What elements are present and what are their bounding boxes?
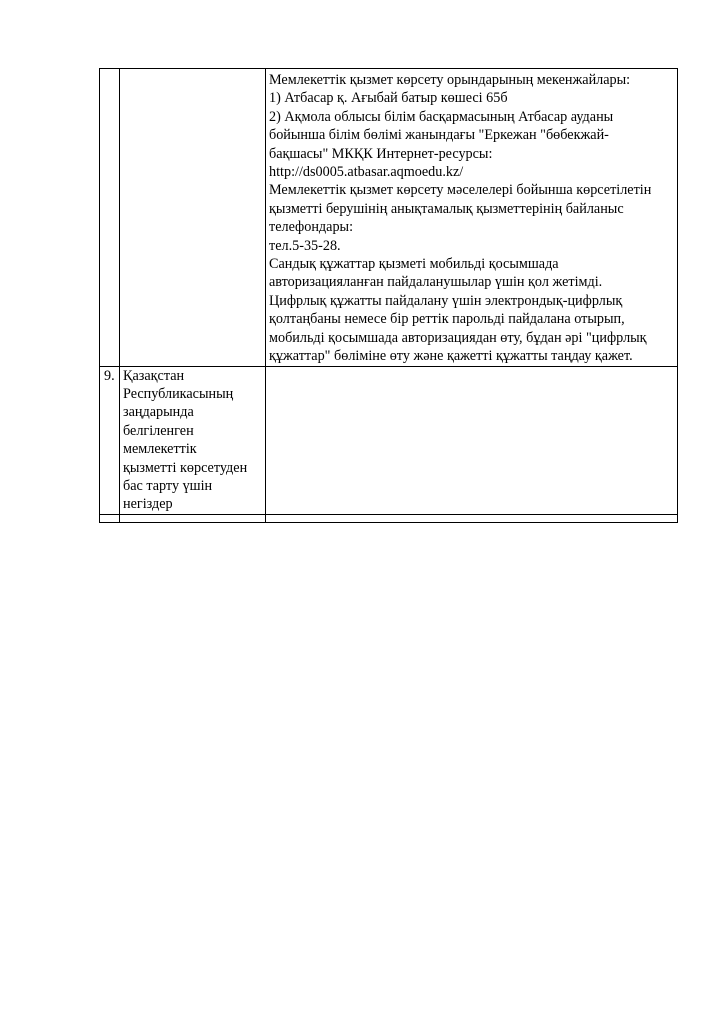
text-line: қолтаңбаны немесе бір реттік парольді пайдалана отырып,	[269, 311, 625, 328]
text-line: Мемлекеттік қызмет көрсету орындарының мекенжайлары:	[269, 72, 631, 88]
text-line: құжаттар" бөліміне өту және қажетті құжатты таңдау қажет.	[269, 348, 633, 365]
service-standard-table	[99, 68, 678, 523]
text-line: авторизацияланған пайдаланушылар үшін қол жетімді.	[269, 274, 603, 291]
row-number-cell	[100, 69, 120, 367]
text-line: Сандық құжаттар қызметі мобильді қосымшада	[269, 256, 559, 273]
empty-cell	[100, 514, 120, 522]
text-line: белгіленген	[123, 422, 194, 439]
empty-cell	[266, 514, 678, 522]
service-addresses-cell	[266, 69, 678, 367]
text-line: бас тарту үшін	[123, 477, 213, 494]
text-line: Республикасының	[123, 385, 234, 402]
row-name-cell	[120, 366, 266, 514]
phone-number: тел.5-35-28.	[269, 237, 341, 254]
text-line: 2) Ақмола облысы білім басқармасының Атбасар ауданы	[269, 108, 614, 125]
table-row	[100, 366, 678, 514]
text-line: Цифрлық құжатты пайдалану үшін электрондық-цифрлық	[269, 292, 623, 309]
text-line: Мемлекеттік қызмет көрсету мәселелері бойынша көрсетілетін	[269, 182, 652, 199]
row-value-cell	[266, 366, 678, 514]
text-line: бақшасы" МКҚК Интернет-ресурсы:	[269, 145, 493, 162]
text-line: қызметті берушінің анықтамалық қызметтерінің байланыс	[269, 200, 624, 217]
row-number-cell: 9.	[100, 366, 120, 514]
text-line: Қазақстан	[123, 367, 185, 384]
text-line: заңдарында	[123, 404, 194, 421]
text-line: мемлекеттік	[123, 441, 197, 458]
row-name-cell	[120, 69, 266, 367]
text-line: негіздер	[123, 496, 173, 513]
text-line: телефондары:	[269, 219, 354, 236]
text-line: бойынша білім бөлімі жанындағы "Еркежан "бөбекжай-	[269, 127, 609, 144]
table-row	[100, 69, 678, 367]
empty-cell	[120, 514, 266, 522]
text-line: қызметті көрсетуден	[123, 459, 248, 476]
website-link[interactable]: http://ds0005.atbasar.aqmoedu.kz/	[269, 164, 464, 181]
text-line: 1) Атбасар қ. Ағыбай батыр көшесі 65б	[269, 90, 508, 107]
text-line: мобильді қосымшада авторизациядан өту, бұдан әрі "цифрлық	[269, 329, 647, 346]
table-row	[100, 514, 678, 522]
